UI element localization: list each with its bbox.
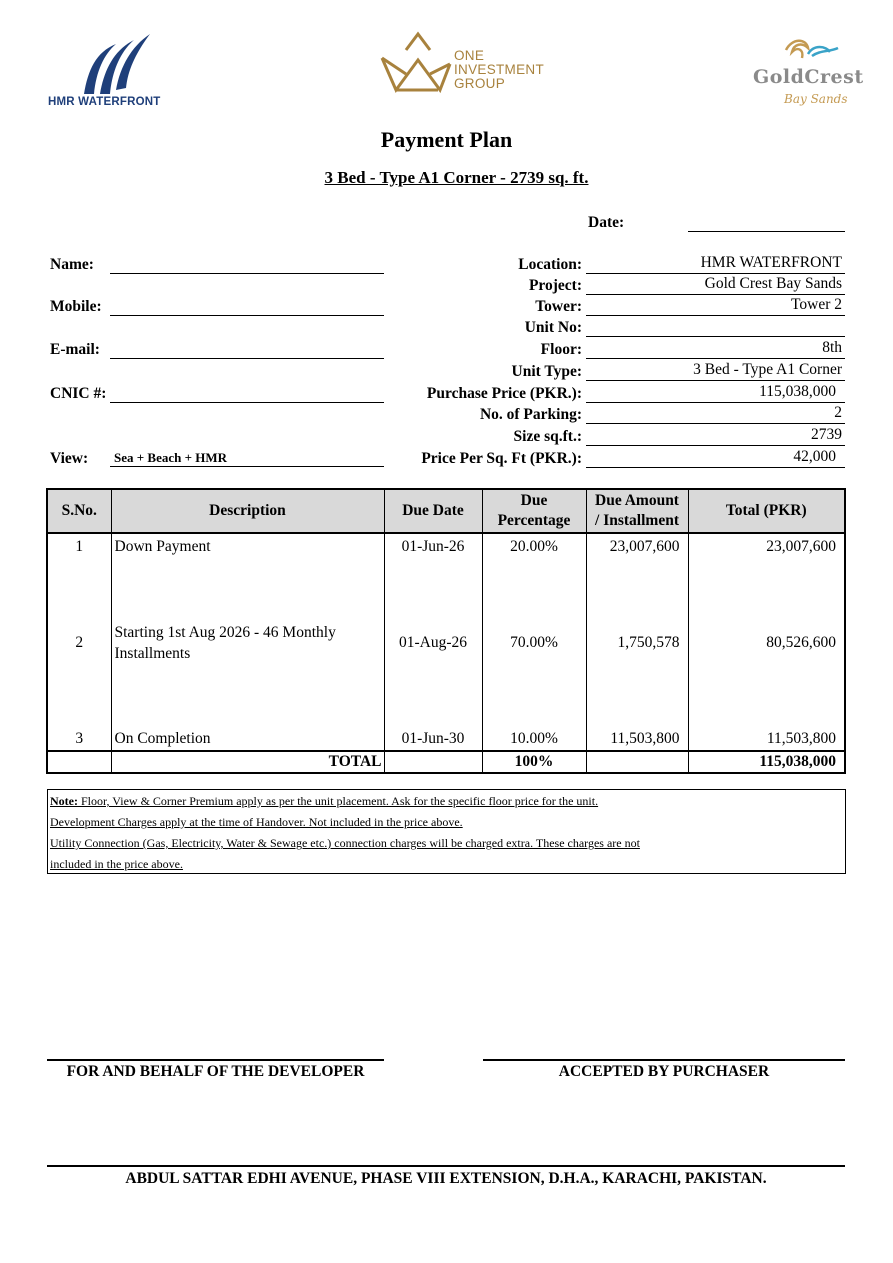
col-header-due-amount: Due Amount / Installment <box>586 489 688 533</box>
col-header-due-percentage: Due Percentage <box>482 489 586 533</box>
total-label: TOTAL <box>111 751 384 773</box>
row-description: Starting 1st Aug 2026 - 46 Monthly Installments <box>111 559 384 727</box>
project-value: Gold Crest Bay Sands <box>586 275 845 295</box>
date-label: Date: <box>588 214 625 231</box>
purchaser-signature-label: ACCEPTED BY PURCHASER <box>558 1063 770 1080</box>
page-subtitle: 3 Bed - Type A1 Corner - 2739 sq. ft. <box>324 168 589 187</box>
parking-value: 2 <box>586 404 845 424</box>
page-title: Payment Plan <box>380 127 513 152</box>
payment-plan-table <box>46 488 846 774</box>
goldcrest-subname: Bay Sands <box>784 92 848 106</box>
price-per-sqft-label: Price Per Sq. Ft (PKR.): <box>421 450 582 467</box>
row-total: 80,526,600 <box>688 559 845 727</box>
hmr-logo-label: HMR WATERFRONT <box>48 96 161 108</box>
purchase-price-value: 115,038,000 <box>586 383 845 403</box>
location-label: Location: <box>518 256 582 273</box>
row-total: 11,503,800 <box>688 727 845 751</box>
table-header-row <box>47 489 845 533</box>
row-sno: 2 <box>47 559 111 727</box>
mobile-label: Mobile: <box>50 298 102 315</box>
col-header-total: Total (PKR) <box>688 489 845 533</box>
row-percentage: 20.00% <box>482 533 586 559</box>
developer-signature-line[interactable] <box>47 1059 384 1061</box>
email-label: E-mail: <box>50 341 100 358</box>
view-label: View: <box>50 450 89 467</box>
col-header-description: Description <box>111 489 384 533</box>
total-percentage: 100% <box>482 751 586 773</box>
unit-no-label: Unit No: <box>524 319 582 336</box>
row-percentage: 10.00% <box>482 727 586 751</box>
row-amount: 1,750,578 <box>586 559 688 727</box>
date-field[interactable] <box>688 214 845 232</box>
project-label: Project: <box>528 277 582 294</box>
unit-no-value[interactable] <box>586 317 845 337</box>
row-amount: 11,503,800 <box>586 727 688 751</box>
oig-logo-text: ONE INVESTMENT GROUP <box>454 48 545 91</box>
floor-value: 8th <box>586 339 845 359</box>
table-row <box>47 533 845 559</box>
row-due-date: 01-Jun-26 <box>384 533 482 559</box>
note-line-2: Development Charges apply at the time of Handover. Not included in the price above. <box>50 815 463 829</box>
crown-icon <box>378 30 454 94</box>
row-amount: 23,007,600 <box>586 533 688 559</box>
unit-type-label: Unit Type: <box>511 363 582 380</box>
tower-label: Tower: <box>535 298 582 315</box>
goldcrest-logo <box>752 36 877 116</box>
developer-signature-label: FOR AND BEHALF OF THE DEVELOPER <box>66 1063 365 1080</box>
row-percentage: 70.00% <box>482 559 586 727</box>
total-amount: 115,038,000 <box>688 751 845 773</box>
row-sno: 3 <box>47 727 111 751</box>
one-investment-group-logo <box>378 30 548 96</box>
row-description: Down Payment <box>111 533 384 559</box>
row-total: 23,007,600 <box>688 533 845 559</box>
location-value: HMR WATERFRONT <box>586 254 845 274</box>
size-label: Size sq.ft.: <box>513 428 582 445</box>
row-due-date: 01-Aug-26 <box>384 559 482 727</box>
hmr-waves-icon <box>76 30 156 96</box>
table-row <box>47 559 845 727</box>
hmr-waterfront-logo <box>46 30 171 110</box>
note-line-4: included in the price above. <box>50 857 183 871</box>
row-sno: 1 <box>47 533 111 559</box>
col-header-due-date: Due Date <box>384 489 482 533</box>
col-header-sno: S.No. <box>47 489 111 533</box>
table-total-row <box>47 751 845 773</box>
view-field[interactable]: Sea + Beach + HMR <box>110 448 384 467</box>
parking-label: No. of Parking: <box>479 406 582 423</box>
price-per-sqft-value: 42,000 <box>586 448 845 468</box>
notes-box <box>47 789 846 874</box>
goldcrest-name: GoldCrest <box>753 66 864 88</box>
floor-label: Floor: <box>540 341 582 358</box>
tower-value: Tower 2 <box>586 296 845 316</box>
footer-address: ABDUL SATTAR EDHI AVENUE, PHASE VIII EXTENSION, D.H.A., KARACHI, PAKISTAN. <box>47 1165 845 1188</box>
cnic-label: CNIC #: <box>50 385 107 402</box>
goldcrest-swirl-icon <box>782 36 842 66</box>
row-due-date: 01-Jun-30 <box>384 727 482 751</box>
purchase-price-label: Purchase Price (PKR.): <box>426 385 582 402</box>
note-line-3: Utility Connection (Gas, Electricity, Water & Sewage etc.) connection charges will be charged extra. These charges are not <box>50 836 640 850</box>
row-description: On Completion <box>111 727 384 751</box>
table-row <box>47 727 845 751</box>
size-value: 2739 <box>586 426 845 446</box>
purchaser-signature-line[interactable] <box>483 1059 845 1061</box>
unit-type-value: 3 Bed - Type A1 Corner <box>586 361 845 381</box>
note-line-1: Note: Floor, View & Corner Premium apply as per the unit placement. Ask for the specific floor price for the unit. <box>50 794 599 808</box>
name-label: Name: <box>50 256 94 273</box>
